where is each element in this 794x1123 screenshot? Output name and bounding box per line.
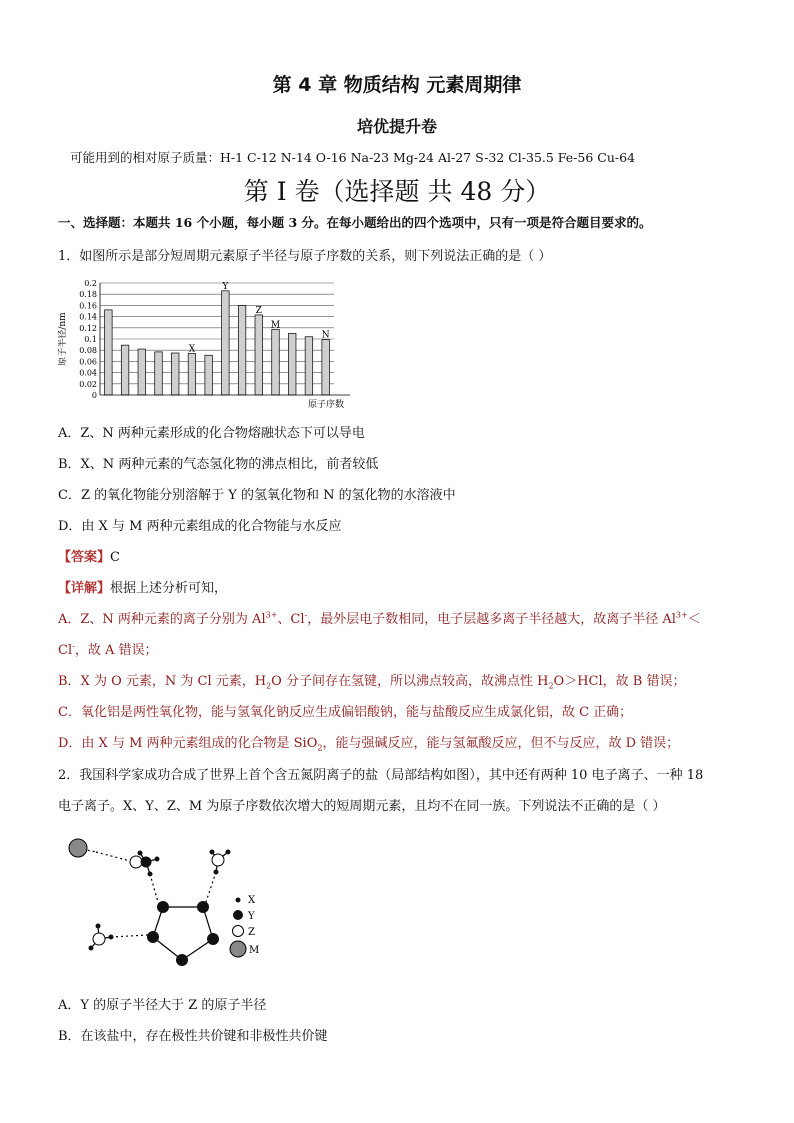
ring-atom-y	[176, 954, 188, 966]
legend-z: Z	[248, 927, 255, 938]
legend-y: Y	[248, 911, 255, 922]
q1-option-b: B．X、N 两种元素的气态氢化物的沸点相比，前者较低	[58, 457, 379, 472]
chart-bar	[222, 291, 230, 395]
atom-x	[138, 851, 143, 856]
chart-y-tick-label: 0.2	[84, 279, 97, 288]
chart-y-tick-label: 0.06	[79, 357, 97, 367]
atom-z	[93, 933, 105, 945]
chart-y-tick-label: 0.04	[79, 368, 97, 378]
chart-ylabel: 原子半径/nm	[58, 312, 68, 366]
atom-x	[226, 850, 231, 855]
chart-bar	[255, 315, 263, 395]
atom-x	[96, 924, 101, 929]
page-title: 第 4 章 物质结构 元素周期律	[272, 74, 522, 96]
chart-bar	[238, 305, 246, 395]
chart-y-tick-label: 0.14	[79, 312, 97, 322]
chart-bar	[138, 349, 146, 395]
chart-y-tick-label: 0.12	[79, 323, 97, 333]
legend-x-symbol	[236, 898, 241, 903]
ring-atom-y	[197, 901, 209, 913]
page-subtitle: 培优提升卷	[356, 117, 437, 136]
q2-structure-diagram	[58, 830, 298, 980]
atom-x	[155, 857, 160, 862]
chart-point-label: Y	[222, 281, 229, 292]
chart-bar	[322, 340, 330, 395]
chart-bar	[155, 352, 163, 395]
diagram-legend	[230, 895, 259, 957]
q1-explain-d: D．由 X 与 M 两种元素组成的化合物是 SiO$_2$，能与强碱反应，能与氢氟酸反应，但不与反应，故 D 错误；	[58, 736, 680, 753]
instructions: 一、选择题：本题共 16 个小题，每小题 3 分。在每小题给出的四个选项中，只有一项是符合题目要求的。	[58, 215, 652, 230]
q1-chart	[58, 275, 358, 413]
chart-grid	[100, 283, 334, 384]
chart-bar	[105, 310, 113, 395]
section-title: 第 I 卷（选择题 共 48 分）	[243, 177, 551, 206]
legend-y-symbol	[233, 910, 243, 920]
atom-x	[148, 872, 153, 877]
chart-bar	[272, 329, 280, 395]
q1-option-c: C．Z 的氧化物能分别溶解于 Y 的氢氧化物和 N 的氢化物的水溶液中	[58, 488, 456, 503]
chart-y-tick-label: 0	[91, 391, 97, 400]
legend-z-symbol	[233, 926, 244, 937]
detail-intro: 根据上述分析可知，	[110, 581, 228, 596]
chart-y-tick-label: 0.08	[79, 346, 97, 356]
atom-x	[109, 935, 114, 940]
atom-z	[212, 854, 224, 866]
q2-stem-line1: 2．我国科学家成功合成了世界上首个含五氮阴离子的盐（局部结构如图），其中还有两种 10 电子离子、一种 18	[58, 768, 704, 783]
chart-bar	[288, 333, 296, 395]
chart-y-tick-label: 0.02	[79, 379, 97, 389]
chart-y-ticks	[79, 279, 97, 400]
legend-m: M	[249, 945, 260, 956]
diagram-atoms	[69, 839, 231, 966]
q1-option-d: D．由 X 与 M 两种元素组成的化合物能与水反应	[58, 519, 342, 534]
q1-stem: 1．如图所示是部分短周期元素原子半径与原子序数的关系，则下列说法正确的是（ ）	[58, 249, 552, 264]
q1-detail	[58, 577, 227, 596]
atom-m	[69, 839, 87, 857]
atom-x	[214, 870, 219, 875]
q1-explain-b: B．X 为 O 元素，N 为 Cl 元素，$H_2O$ 分子间存在氢键，所以沸点较高，故沸点性 $H_2O>HCl$，故 B 错误；	[58, 674, 686, 691]
chart-bar	[171, 353, 179, 395]
chart-xlabel: 原子序数	[307, 400, 345, 410]
q2-stem-line2: 电子离子。X、Y、Z、M 为原子序数依次增大的短周期元素，且均不在同一族。下列说法不正确的是（ ）	[58, 799, 666, 814]
chart-bar	[121, 345, 129, 395]
atom-x	[210, 850, 215, 855]
legend-m-symbol	[230, 941, 246, 957]
q1-explain-a-line1: A．Z、N 两种元素的离子分别为 $Al^{3+}$、Cl-，最外层电子数相同，电子层越多离子半径越大，故离子半径 $Al^{3+}<$	[58, 610, 701, 627]
chart-y-tick-label: 0.1	[84, 335, 97, 344]
chart-point-label: M	[270, 320, 281, 331]
chart-point-label: X	[188, 344, 196, 355]
chart-y-tick-label: 0.18	[79, 290, 97, 300]
chart-bar	[188, 354, 196, 395]
q1-option-a: A．Z、N 两种元素形成的化合物熔融状态下可以导电	[58, 426, 365, 441]
ring-atom-y	[157, 901, 169, 913]
detail-label: 【详解】	[58, 581, 111, 596]
atom-x	[89, 946, 94, 951]
q2-option-b: B．在该盐中，存在极性共价键和非极性共价键	[58, 1029, 328, 1044]
q2-option-a: A．Y 的原子半径大于 Z 的原子半径	[58, 998, 267, 1013]
chart-bar	[305, 337, 313, 395]
atom-z	[130, 856, 142, 868]
chart-bar	[205, 355, 213, 395]
answer-value: C	[110, 550, 120, 565]
ring-atom-y	[207, 933, 219, 945]
ring-atom-y	[147, 931, 159, 943]
chart-y-tick-label: 0.16	[79, 301, 97, 311]
chart-point-label: Z	[255, 305, 262, 316]
q1-explain-a-line2: Cl-，故 A 错误；	[58, 641, 158, 658]
atom-y	[141, 857, 152, 868]
legend-x: X	[248, 895, 256, 906]
chart-point-label: N	[321, 330, 330, 341]
chart-bars	[105, 291, 330, 395]
q1-answer	[58, 546, 120, 565]
q1-explain-c: C．氧化铝是两性氧化物，能与氢氧化钠反应生成偏铝酸钠，能与盐酸反应生成氯化铝，故 C 正确；	[58, 705, 633, 720]
atomic-masses: 可能用到的相对原子质量：H-1 C-12 N-14 O-16 Na-23 Mg-24 Al-27 S-32 Cl-35.5 Fe-56 Cu-64	[70, 150, 636, 165]
answer-label: 【答案】	[58, 550, 111, 565]
